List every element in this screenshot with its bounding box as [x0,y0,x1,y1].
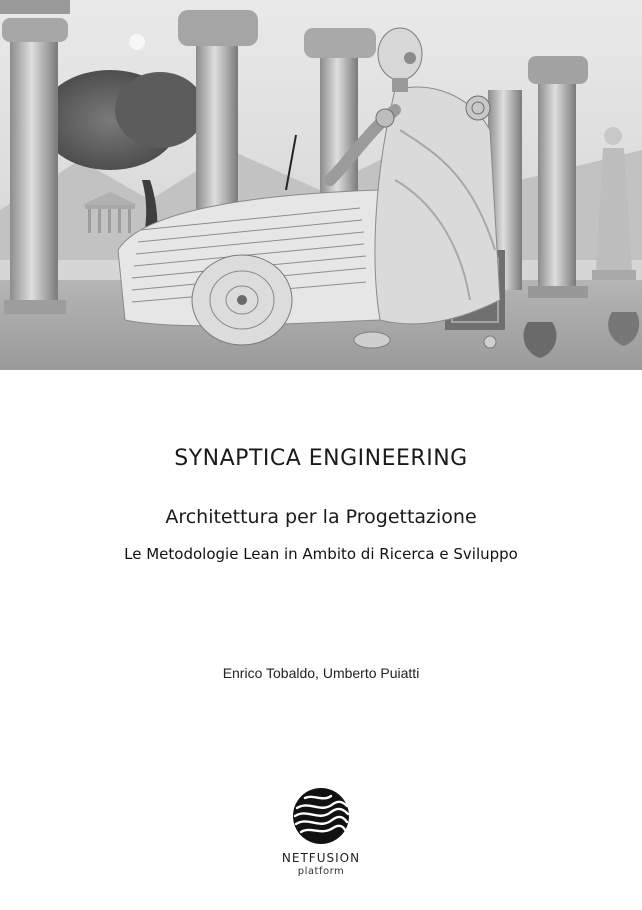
woven-sphere-logo-icon [291,786,351,846]
document-title: SYNAPTICA ENGINEERING [174,446,468,471]
publisher-name: NETFUSION [281,851,361,865]
moon-icon [129,34,145,50]
robot-scribe-illustration [0,0,642,370]
cover-illustration [0,0,642,370]
publisher-sub: platform [297,866,345,877]
document-subtitle: Architettura per la Progettazione [165,506,477,528]
document-tagline: Le Metodologie Lean in Ambito di Ricerca e Sviluppo [124,545,518,563]
authors: Enrico Tobaldo, Umberto Puiatti [222,665,420,681]
